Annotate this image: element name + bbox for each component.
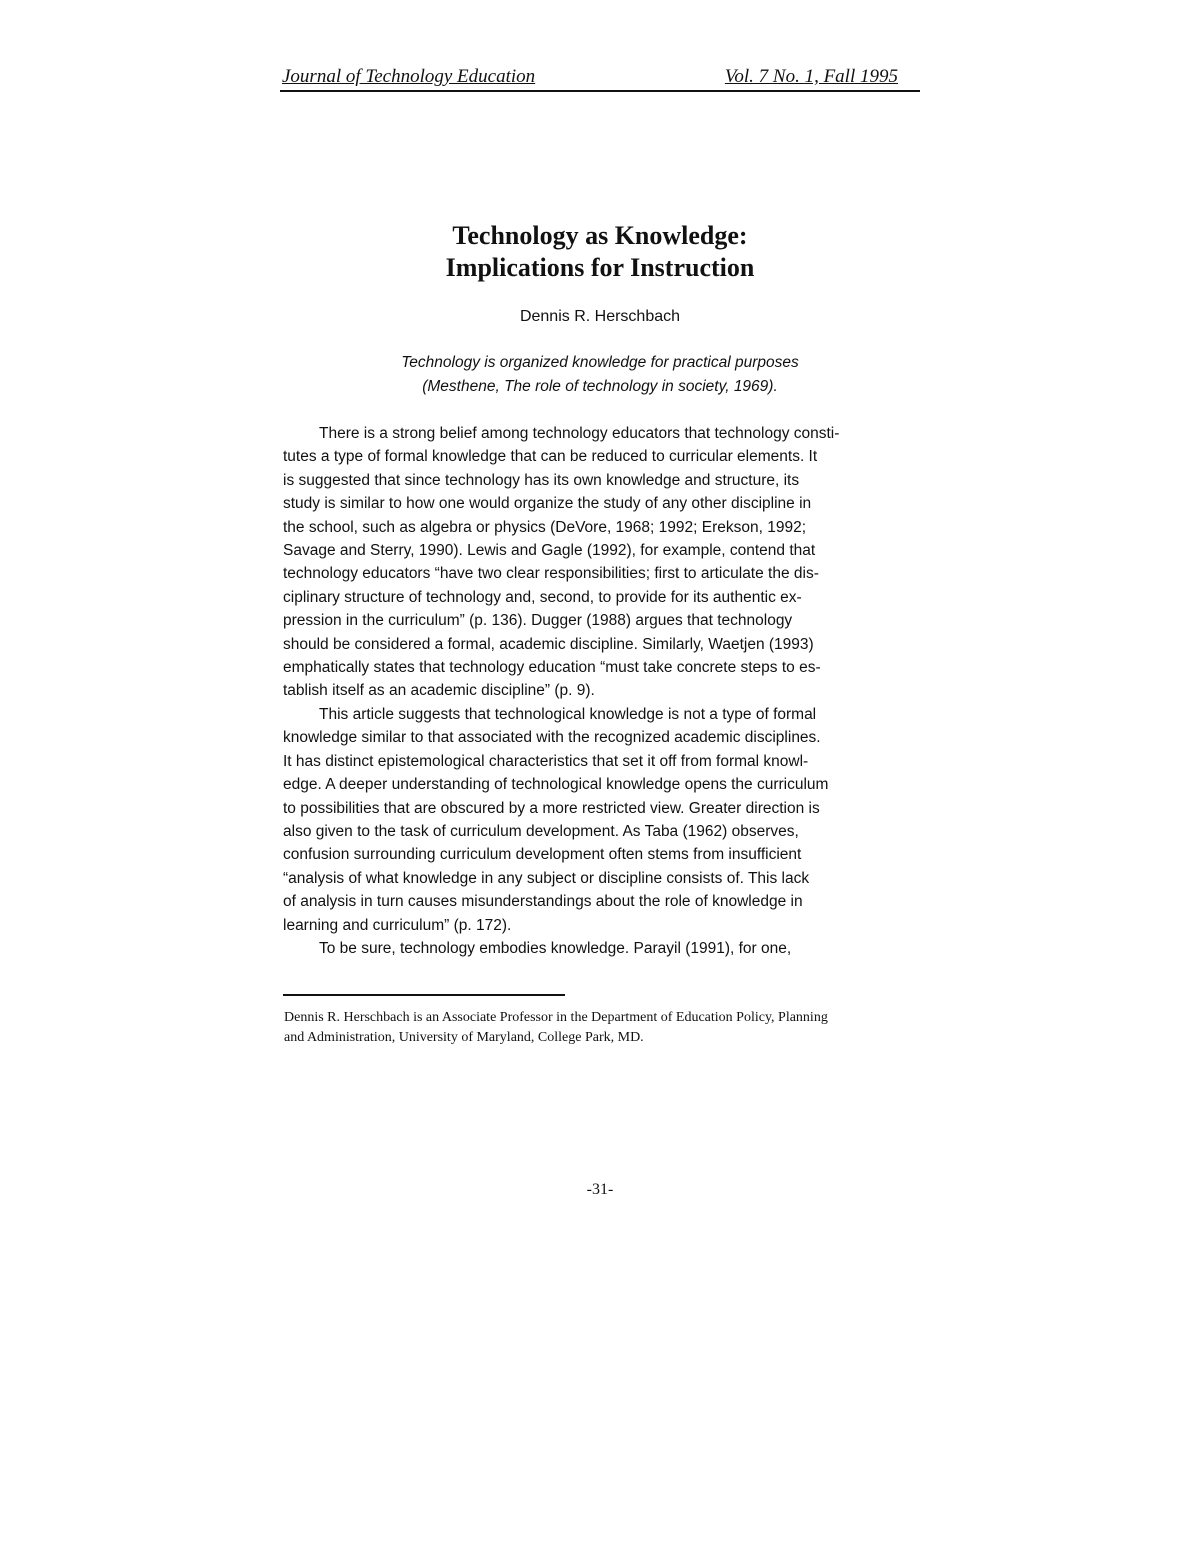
text-line: To be sure, technology embodies knowledge. Parayil (1991), for one, [319, 940, 792, 957]
text-line: is suggested that since technology has its own knowledge and structure, its [283, 471, 800, 489]
text-line: It has distinct epistemological characteristics that set it off from formal knowl- [283, 752, 809, 770]
text-line: technology educators “have two clear responsibilities; first to articulate the dis- [283, 565, 819, 583]
author-name: Dennis R. Herschbach [519, 308, 681, 325]
author-footnote [284, 1008, 914, 1048]
text-line: knowledge similar to that associated with the recognized academic disciplines. [283, 729, 821, 747]
text-line: confusion surrounding curriculum development often stems from insufficient [283, 846, 802, 864]
page-number: -31- [586, 1181, 614, 1198]
text-line: tablish itself as an academic discipline” (p. 9). [283, 682, 595, 700]
body-paragraph-1 [283, 422, 923, 703]
running-header [280, 66, 920, 92]
text-line: There is a strong belief among technology educators that technology consti- [319, 425, 840, 442]
article-title-line-2: Implications for Instruction [445, 253, 755, 282]
text-line: should be considered a formal, academic discipline. Similarly, Waetjen (1993) [283, 635, 814, 653]
text-line: Savage and Sterry, 1990). Lewis and Gagle (1992), for example, contend that [283, 541, 816, 559]
body-paragraph-3 [283, 937, 923, 960]
text-line: pression in the curriculum” (p. 136). Dugger (1988) argues that technology [283, 612, 793, 630]
text-line: edge. A deeper understanding of technological knowledge opens the curriculum [283, 776, 829, 794]
epigraph-line-1: Technology is organized knowledge for practical purposes [401, 354, 799, 371]
footnote-line-1: Dennis R. Herschbach is an Associate Professor in the Department of Education Policy, Planning [284, 1010, 828, 1025]
text-line: “analysis of what knowledge in any subject or discipline consists of. This lack [283, 869, 810, 887]
text-line: ciplinary structure of technology and, second, to provide for its authentic ex- [283, 588, 802, 606]
text-line: tutes a type of formal knowledge that can be reduced to curricular elements. It [283, 448, 818, 466]
text-line: also given to the task of curriculum development. As Taba (1962) observes, [283, 822, 799, 840]
text-line: to possibilities that are obscured by a more restricted view. Greater direction is [283, 799, 820, 817]
text-line: emphatically states that technology education “must take concrete steps to es- [283, 658, 821, 676]
text-line: study is similar to how one would organize the study of any other discipline in [283, 495, 812, 513]
text-line: learning and curriculum” (p. 172). [283, 916, 512, 934]
epigraph-line-2: (Mesthene, The role of technology in society, 1969). [422, 378, 778, 395]
text-line: of analysis in turn causes misunderstandings about the role of knowledge in [283, 893, 803, 911]
text-line: the school, such as algebra or physics (DeVore, 1968; 1992; Erekson, 1992; [283, 518, 807, 536]
body-paragraph-2 [283, 703, 923, 937]
footnote-line-2: and Administration, University of Maryland, College Park, MD. [284, 1030, 644, 1045]
text-line: This article suggests that technological knowledge is not a type of formal [319, 706, 817, 723]
volume-issue: Vol. 7 No. 1, Fall 1995 [724, 66, 898, 87]
article-title-line-1: Technology as Knowledge: [452, 221, 748, 250]
footnote-divider [283, 994, 565, 996]
journal-name: Journal of Technology Education [282, 66, 536, 87]
